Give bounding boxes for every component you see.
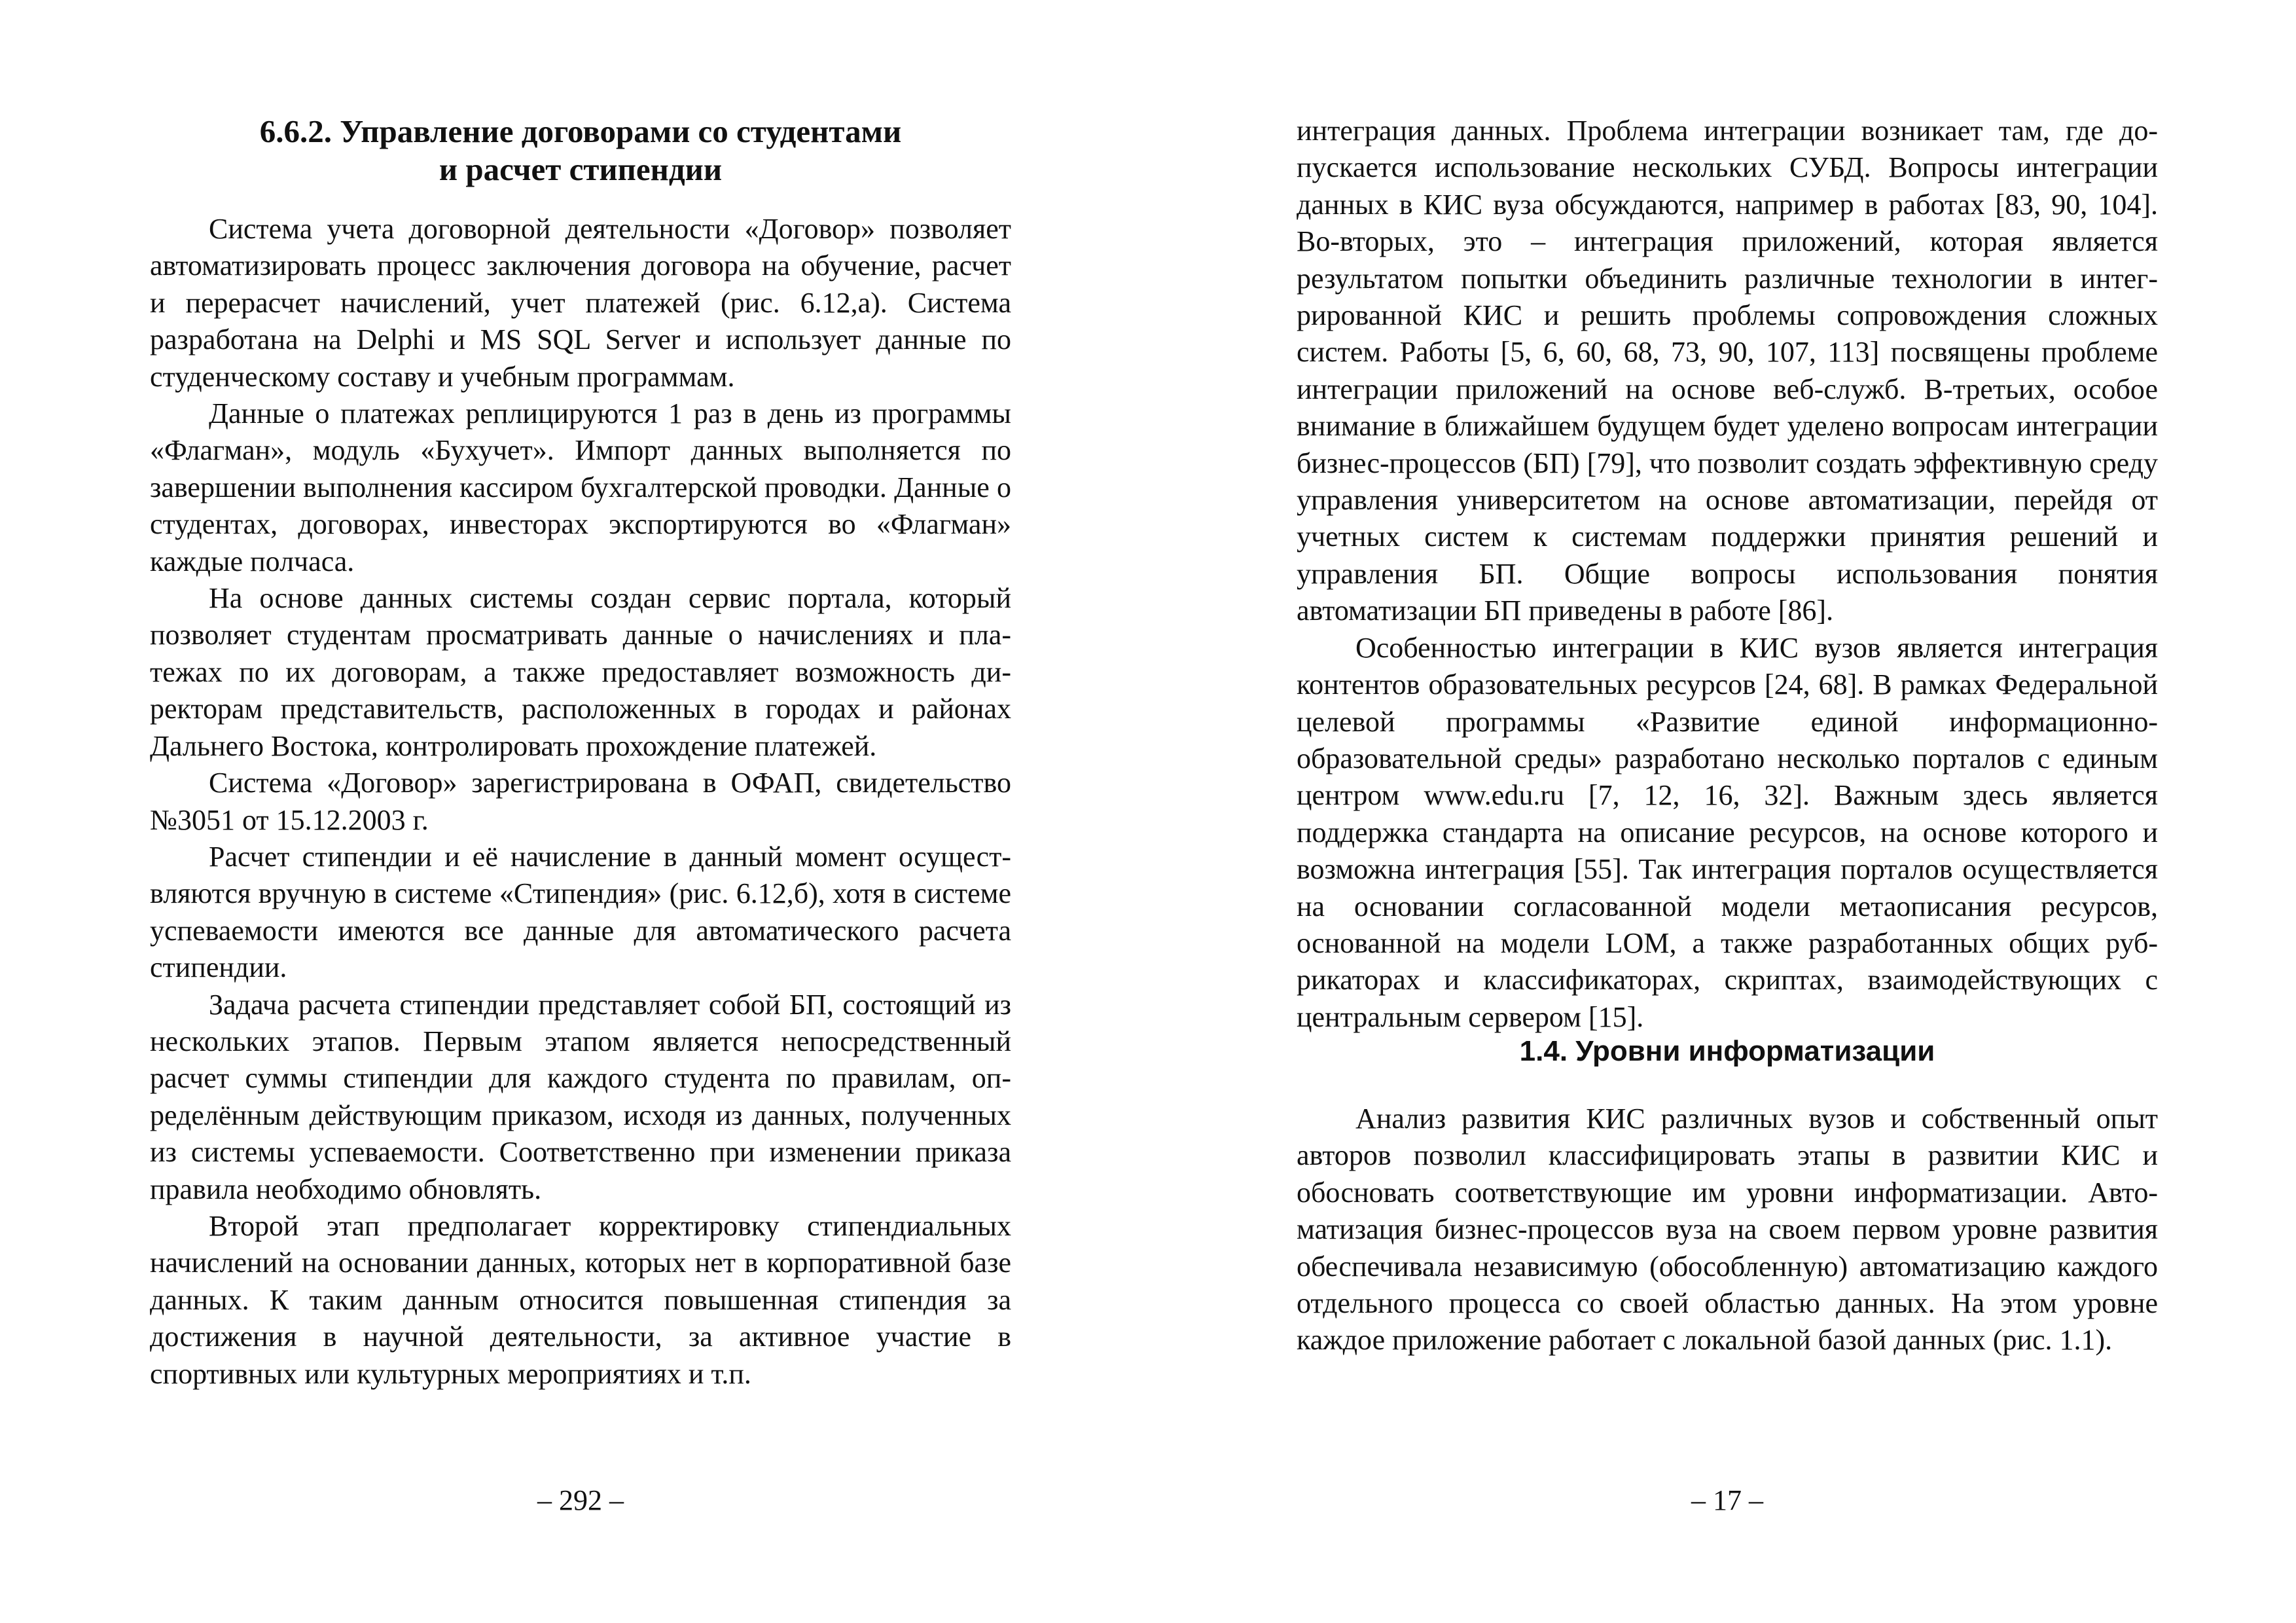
heading-line-1: 6.6.2. Управление договорами со студентами	[259, 113, 902, 149]
section-heading-1-4: 1.4. Уровни информатизации	[1519, 1035, 1935, 1067]
paragraph: Задача расчета стипендии представляет собой БП, состоящий из нескольких этапов. Первым этапом является непосредственный расчет суммы стипендии для каждого студента по правилам, определённым действующим приказом, исходя из данных, полученных из системы успеваемости. Соответственно при изменении приказа правила необходимо обновлять.	[150, 988, 1011, 1205]
paragraph: Особенностью интеграции в КИС вузов является интеграция контентов образовательных ресурсов [24, 68]. В рамках Федеральной целевой программы «Развитие единой информационно-образовательной среды» разработано несколько порталов с единым центром www.edu.ru [7, 12, 16, 32]. Важным здесь является поддержка стандарта на описание ресурсов, на основе которого и возможна интеграция [55]. Так интеграция порталов осуществляется на основании согласованной модели метаописания ресурсов, основанной на модели LOM, а также разработанных общих рубрикаторах и классификаторах, скриптах, взаимодействующих с центральным сервером [15].	[1297, 631, 2158, 1033]
paragraph: Расчет стипендии и её начисление в данный момент осуществляются вручную в системе «Стипендия» (рис. 6.12,б), хотя в системе успеваемости имеются все данные для автоматического расчета стипендии.	[150, 840, 1011, 984]
paragraph: Данные о платежах реплицируются 1 раз в день из программы «Флагман», модуль «Бухучет». Импорт данных выполняется по завершении выполнения кассиром бухгалтерской проводки. Данные о студентах, договорах, инвесторах экспортируются во «Флагман» каждые полчаса.	[150, 397, 1011, 577]
paragraph: Второй этап предполагает корректировку стипендиальных начислений на основании данных, которых нет в корпоративной базе данных. К таким данным относится повышенная стипендия за достижения в научной деятельности, за активное участие в спортивных или культурных мероприятиях и т.п.	[150, 1209, 1011, 1390]
left-page-body	[150, 211, 1011, 1393]
right-page	[1297, 0, 2158, 1623]
heading-line-2: и расчет стипендии	[439, 151, 723, 187]
left-page	[150, 0, 1011, 1623]
section-heading-6-6-2	[150, 113, 1011, 189]
paragraph: Анализ развития КИС различных вузов и собственный опыт авторов позволил классифицировать этапы в развитии КИС и обосновать соответствующие им уровни информатизации. Автоматизация бизнес-процессов вуза на своем первом уровне развития обеспечивала независимую (обособленную) автоматизацию каждого отдельного процесса со своей областью данных. На этом уровне каждое приложение работает с локальной базой данных (рис. 1.1).	[1297, 1103, 2158, 1357]
paragraph-continued: интеграция данных. Проблема интеграции возникает там, где допускается использование нескольких СУБД. Вопросы интеграции данных в КИС вуза обсуждаются, например в работах [83, 90, 104]. Во-вторых, это – интеграция приложений, которая является результатом попытки объединить различные технологии в интегрированной КИС и решить проблемы сопровождения сложных систем. Работы [5, 6, 60, 68, 73, 90, 107, 113] посвящены проблеме интеграции приложений на основе веб-служб. В-третьих, особое внимание в ближайшем будущем будет уделено вопросам интеграции бизнес-процессов (БП) [79], что позволит создать эффективную среду управления университетом на основе автоматизации, перейдя от учетных систем к системам поддержки принятия решений и управления БП. Общие вопросы использования понятия автоматизации БП приведены в работе [86].	[1297, 115, 2158, 627]
right-page-body-bottom	[1297, 1101, 2158, 1359]
paragraph: На основе данных системы создан сервис портала, который позволяет студентам просматривать данные о начислениях и платежах по их договорам, а также предоставляет возможность директорам представительств, расположенных в городах и районах Дальнего Востока, контролировать прохождение платежей.	[150, 582, 1011, 762]
paragraph: Система учета договорной деятельности «Договор» позволяет автоматизировать процесс заключения договора на обучение, расчет и перерасчет начислений, учет платежей (рис. 6.12,а). Система разработана на Delphi и MS SQL Server и использует данные по студенческому составу и учебным программам.	[150, 213, 1011, 393]
paragraph: Система «Договор» зарегистрирована в ОФАП, свидетельство №3051 от 15.12.2003 г.	[150, 767, 1011, 836]
page-number: – 17 –	[1691, 1484, 1763, 1516]
right-page-body-top	[1297, 113, 2158, 1036]
page-number: – 292 –	[537, 1484, 624, 1516]
